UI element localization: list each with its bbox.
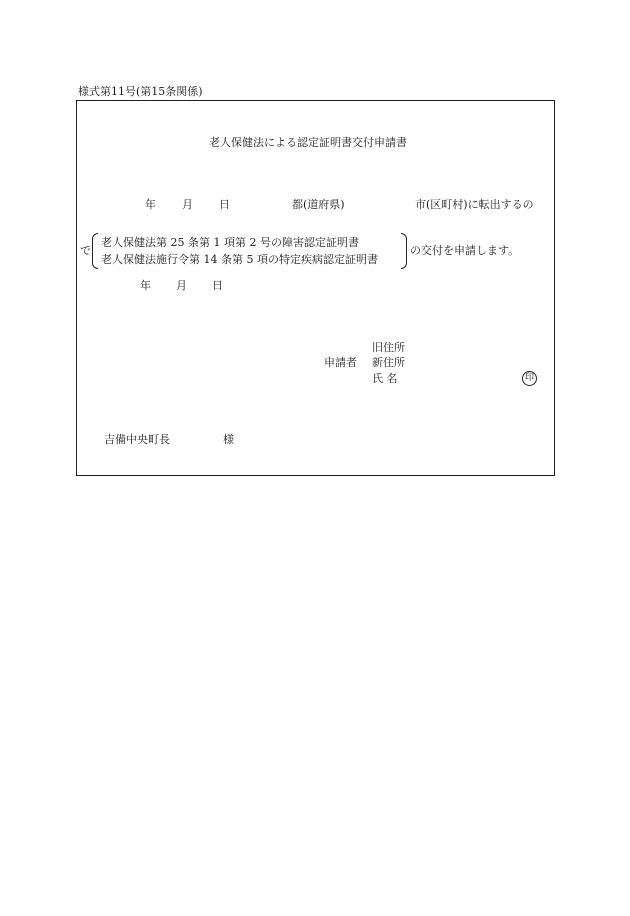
submit-day-label: 日 <box>212 279 223 292</box>
seal-mark: 印 <box>522 371 537 386</box>
option-specified-disease-certificate: 老人保健法施行令第 14 条第 5 項の特定疾病認定証明書 <box>101 253 378 266</box>
option-disability-certificate: 老人保健法第 25 条第 1 項第 2 号の障害認定証明書 <box>101 236 359 249</box>
left-brace <box>92 233 98 269</box>
submit-year-label: 年 <box>140 279 151 292</box>
prefecture-label: 都(道府県) <box>292 198 345 211</box>
addressee-name: 吉備中央町長 <box>104 433 170 446</box>
form-title: 老人保健法による認定証明書交付申請書 <box>209 136 407 149</box>
apply-sentence: の交付を申請します。 <box>410 244 520 257</box>
de-label: で <box>80 244 91 257</box>
transfer-year-label: 年 <box>145 198 156 211</box>
submit-month-label: 月 <box>176 279 187 292</box>
old-address-label: 旧住所 <box>372 341 405 354</box>
addressee-honorific: 様 <box>223 433 234 446</box>
name-label: 氏 名 <box>372 372 398 385</box>
form-number: 様式第11号(第15条関係) <box>78 85 203 98</box>
transfer-day-label: 日 <box>219 198 230 211</box>
new-address-label: 新住所 <box>372 356 405 369</box>
applicant-label: 申請者 <box>324 356 357 369</box>
right-brace <box>401 233 407 269</box>
city-move-label: 市(区町村)に転出するの <box>415 198 534 211</box>
transfer-month-label: 月 <box>182 198 193 211</box>
